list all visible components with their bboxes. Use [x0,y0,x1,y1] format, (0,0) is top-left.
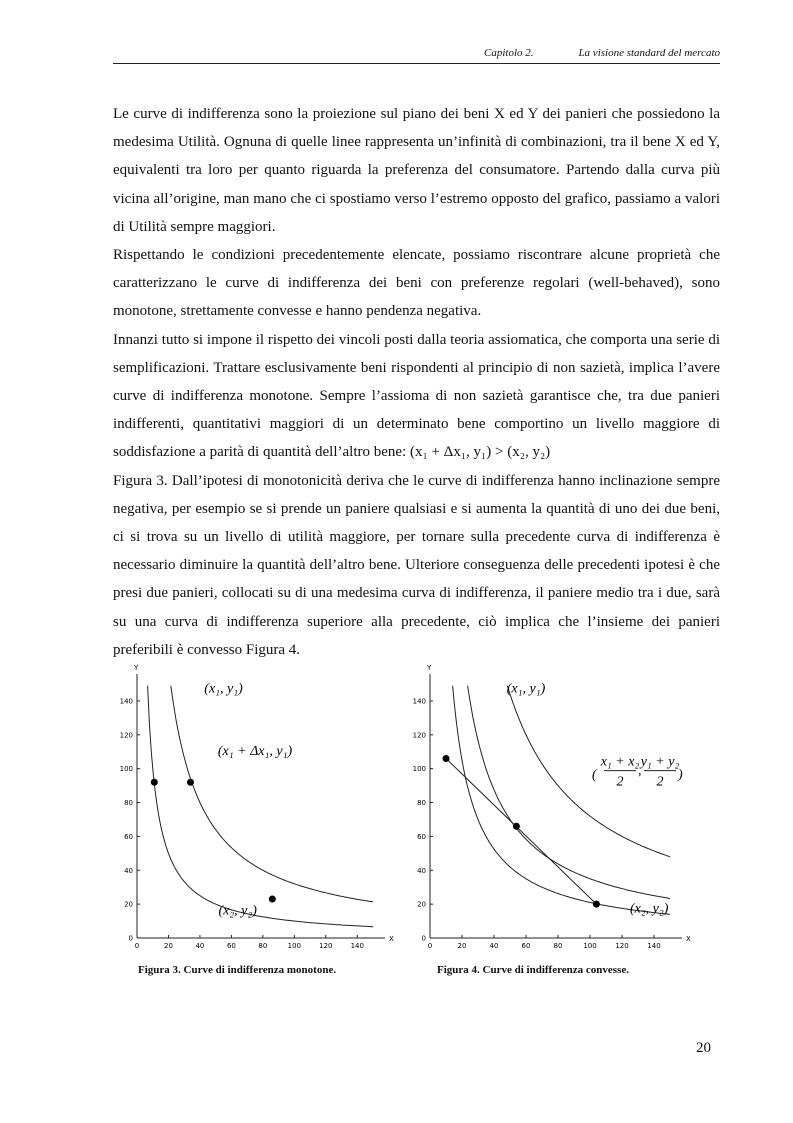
figure-3 [107,660,397,950]
bundle-point [269,896,276,903]
y-tick-label: 100 [119,765,133,774]
x-axis-label: X [686,935,691,943]
indifference-curve [171,686,373,902]
header-section: La visione standard del mercato [578,47,720,59]
x-tick-label: 0 [427,942,433,950]
x-tick-label: 0 [134,942,140,950]
paren-close: ) [678,767,683,783]
indifference-curve [468,686,670,899]
indifference-curve [148,686,373,927]
x-tick-label: 40 [489,942,499,950]
y-tick-label: 40 [417,866,426,875]
bundle-segment [446,759,596,905]
bundle-point [443,755,450,762]
inequality-formula: (x₁ + Δx₁, y₁) > (x₂, y₂) [409,444,551,461]
y-tick-label: 120 [119,731,133,740]
running-header [484,47,720,59]
figure-3-caption: Figura 3. Curve di indifferenza monotone. [138,964,337,976]
x-tick-label: 100 [287,942,302,950]
y-tick-label: 40 [124,866,133,875]
y-tick-label: 20 [124,900,133,909]
y-tick-label: 100 [412,765,426,774]
page-number: 20 [696,1040,711,1056]
mean-x-numerator: x₁ + x₂ [600,754,640,770]
x-tick-label: 120 [615,942,629,950]
y-axis-label: Y [134,664,139,672]
x-tick-label: 20 [164,942,173,950]
x-tick-label: 140 [350,942,364,950]
mean-x-denominator: 2 [616,774,624,790]
bundle-point [513,823,520,830]
bundle-point [151,779,158,786]
y-tick-label: 140 [412,697,426,706]
figure-4-chart [400,660,700,950]
mean-bundle-label [592,755,683,790]
figure-4 [400,660,700,950]
y-axis-label: Y [427,664,432,672]
x-tick-label: 60 [226,942,236,950]
bundle-point [593,901,600,908]
bundle-point [187,779,194,786]
bundle-label: (x₁ + Δx₁, y₁) [217,744,293,760]
y-tick-label: 60 [417,832,426,841]
y-tick-label: 60 [124,832,133,841]
body-text [113,100,720,664]
y-tick-label: 80 [124,799,133,808]
y-tick-label: 20 [417,900,426,909]
x-tick-label: 140 [647,942,661,950]
x-tick-label: 120 [319,942,333,950]
mean-y-numerator: y₁ + y₂ [640,754,680,770]
y-tick-label: 0 [421,934,426,943]
bundle-label: (x₁, y₁) [506,681,546,697]
mean-y-denominator: 2 [656,774,664,790]
y-tick-label: 0 [128,934,133,943]
indifference-curve [507,686,670,857]
figure-4-caption: Figura 4. Curve di indifferenza convesse. [437,964,629,976]
x-tick-label: 80 [258,942,268,950]
header-rule [113,63,720,64]
y-tick-label: 120 [412,731,426,740]
x-tick-label: 80 [553,942,563,950]
figure-3-chart [107,660,397,950]
y-tick-label: 140 [119,697,133,706]
x-tick-label: 40 [195,942,205,950]
paragraph-3-text: Innanzi tutto si impone il rispetto dei vincoli posti dalla teoria assiomatica, che comporta una serie di semplificazioni. Trattare esclusivamente beni rispondenti al principio di non sazietà, implica l’avere curve di indifferenza monotone. Sempre l’assioma di non sazietà garantisce che, tra due panieri indifferenti, quantitativi maggiori di un determinato bene comportino un livello maggiore di soddisfazione a parità di quantità dell’altro bene: [113,331,720,461]
x-tick-label: 20 [457,942,467,950]
x-tick-label: 100 [583,942,597,950]
bundle-label: (x₂, y₂) [218,903,257,919]
x-axis-label: X [389,935,394,943]
x-tick-label: 60 [521,942,531,950]
header-chapter: Capitolo 2. [484,47,534,59]
bundle-label: (x₂, y₂) [629,901,669,917]
paren-open: ( [592,767,597,783]
paragraph-1: Le curve di indifferenza sono la proiezione sul piano dei beni X ed Y dei panieri che possiedono la medesima Utilità. Ognuna di quelle linee rappresenta un’infinità di combinazioni, tra il bene X ed Y, equivalenti tra loro per quanto riguarda la preferenza del consumatore. Partendo dalla curva più vicina all’origine, man mano che ci spostiamo verso l’estremo opposto del grafico, passiamo a valori di Utilità sempre maggiori. [113,106,720,235]
mean-comma: , [638,763,642,779]
bundle-label: (x₁, y₁) [204,681,243,697]
indifference-curve [453,686,670,915]
paragraph-4: Figura 3. Dall’ipotesi di monotonicità deriva che le curve di indifferenza hanno inclinazione sempre negativa, per esempio se si prende un paniere qualsiasi e si aumenta la quantità di uno dei due beni, ci si trova su un livello di utilità maggiore, per tornare sulla precedente curva di indifferenza è necessario diminuire la quantità dell’altro bene. Ulteriore conseguenza delle precedenti ipotesi è che presi due panieri, collocati su di una medesima curva di indifferenza, il paniere medio tra i due, sarà su una curva di indifferenza superiore alla precedente, ciò implica che l’insieme dei panieri preferibili è convesso Figura 4. [113,472,720,658]
y-tick-label: 80 [417,799,426,808]
paragraph-2: Rispettando le condizioni precedentemente elencate, possiamo riscontrare alcune proprietà che caratterizzano le curve di indifferenza dei beni con preferenze regolari (well-behaved), sono monotone, strettamente convesse e hanno pendenza negativa. [113,247,720,320]
paragraph-3 [113,326,720,467]
